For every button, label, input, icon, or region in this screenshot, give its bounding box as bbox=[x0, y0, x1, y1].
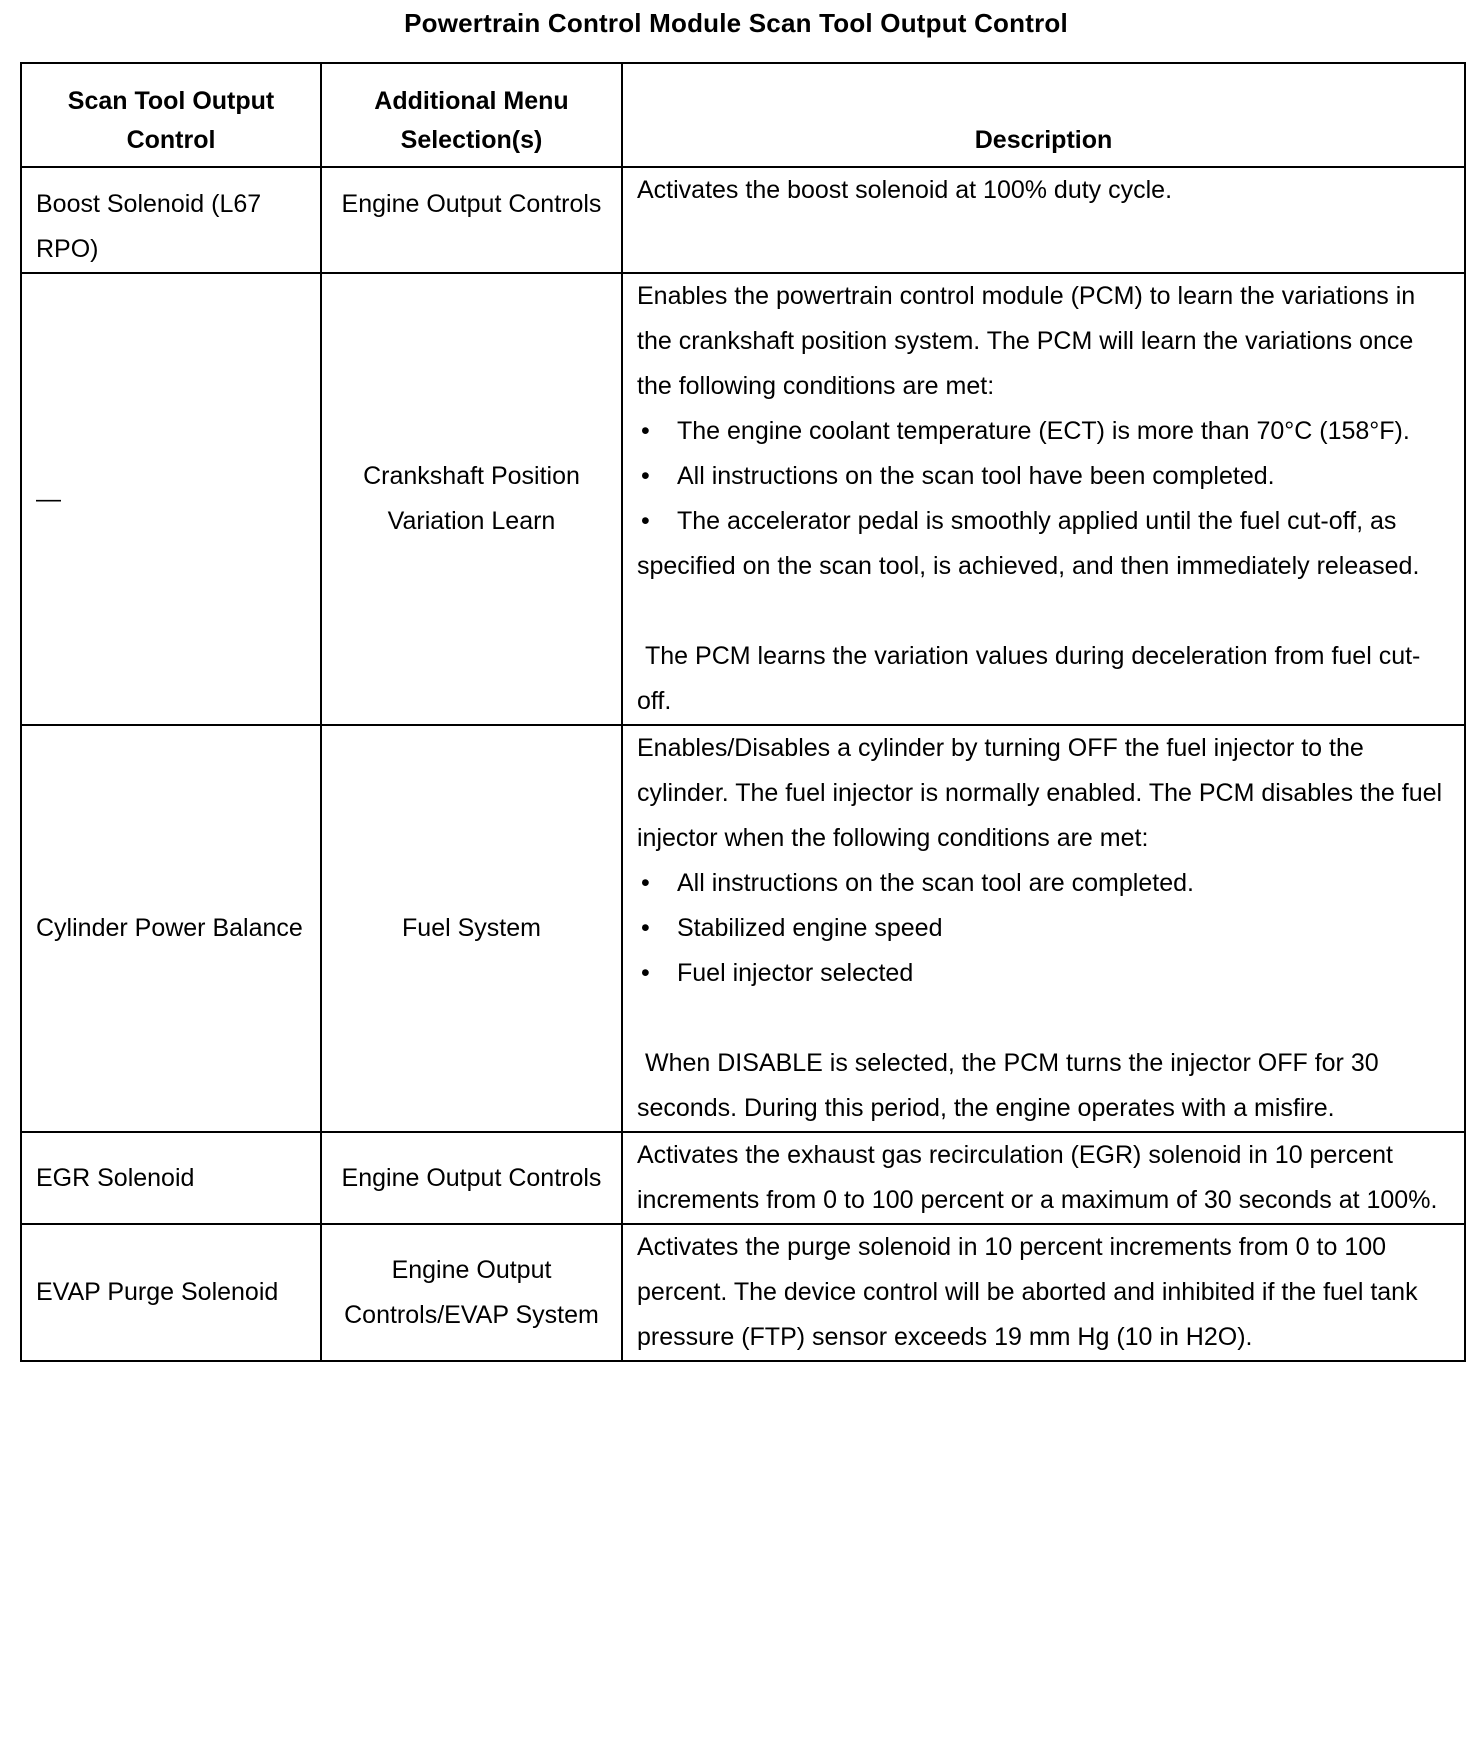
bullet-icon: • bbox=[641, 959, 650, 987]
list-item-text: The engine coolant temperature (ECT) is more than 70°C (158°F). bbox=[677, 417, 1410, 445]
bullet-icon: • bbox=[641, 417, 650, 445]
bullet-icon: • bbox=[641, 507, 650, 535]
header-description-label: Description bbox=[974, 126, 1113, 154]
menu-cell bbox=[321, 1224, 622, 1361]
header-additional-menu-selections: Additional Menu Selection(s) bbox=[321, 63, 622, 167]
menu-selection: Engine Output Controls bbox=[341, 1163, 602, 1192]
list-item bbox=[637, 906, 1450, 951]
output-control-table bbox=[20, 62, 1466, 1362]
description-note: When DISABLE is selected, the PCM turns the injector OFF for 30 seconds. During this period, the engine operates with a misfire. bbox=[637, 1049, 1379, 1122]
bullet-icon: • bbox=[641, 914, 650, 942]
page-title: Powertrain Control Module Scan Tool Output Control bbox=[404, 8, 1068, 38]
description-cell bbox=[622, 1224, 1465, 1361]
control-name: Boost Solenoid (L67 RPO) bbox=[36, 190, 262, 263]
list-item bbox=[637, 409, 1450, 454]
list-item bbox=[637, 951, 1450, 996]
control-cell bbox=[21, 167, 321, 273]
control-name: EVAP Purge Solenoid bbox=[36, 1278, 279, 1306]
list-item-text: Stabilized engine speed bbox=[677, 914, 943, 942]
description-text: Enables/Disables a cylinder by turning OFF the fuel injector to the cylinder. The fuel injector is normally enabled. The PCM disables the fuel injector when the following conditions are met: bbox=[637, 734, 1443, 852]
description-text: Activates the purge solenoid in 10 percent increments from 0 to 100 percent. The device control will be aborted and inhibited if the fuel tank pressure (FTP) sensor exceeds 19 mm Hg (10 in H2O). bbox=[637, 1233, 1418, 1351]
description-cell bbox=[622, 725, 1465, 1132]
menu-cell bbox=[321, 725, 622, 1132]
control-name: EGR Solenoid bbox=[36, 1163, 195, 1192]
table-row bbox=[21, 273, 1465, 725]
table-header-row bbox=[21, 63, 1465, 167]
control-cell bbox=[21, 1132, 321, 1224]
table-row bbox=[21, 1224, 1465, 1361]
list-item bbox=[637, 454, 1450, 499]
menu-cell bbox=[321, 1132, 622, 1224]
header-description bbox=[622, 63, 1465, 167]
list-item-text: Fuel injector selected bbox=[677, 959, 914, 987]
description-cell bbox=[622, 167, 1465, 273]
control-cell bbox=[21, 725, 321, 1132]
menu-cell bbox=[321, 273, 622, 725]
description-cell bbox=[622, 1132, 1465, 1224]
bullet-icon: • bbox=[641, 869, 650, 897]
menu-selection: Engine Output Controls bbox=[341, 190, 602, 218]
description-text: Enables the powertrain control module (PCM) to learn the variations in the crankshaft position system. The PCM will learn the variations once the following conditions are met: bbox=[637, 282, 1416, 400]
description-note: The PCM learns the variation values during deceleration from fuel cut-off. bbox=[637, 642, 1421, 715]
list-item-text: All instructions on the scan tool are completed. bbox=[677, 869, 1194, 897]
table-row bbox=[21, 725, 1465, 1132]
control-name: — bbox=[36, 484, 61, 513]
table-row bbox=[21, 1132, 1465, 1224]
list-item bbox=[637, 861, 1450, 906]
list-item-text: All instructions on the scan tool have been completed. bbox=[677, 462, 1275, 490]
spacer bbox=[637, 996, 1450, 1041]
table-row bbox=[21, 167, 1465, 273]
bullet-icon: • bbox=[641, 462, 650, 490]
control-cell bbox=[21, 1224, 321, 1361]
spacer bbox=[637, 589, 1450, 634]
menu-selection: Engine Output Controls/EVAP System bbox=[344, 1255, 599, 1329]
header-scan-tool-output-control: Scan Tool Output Control bbox=[21, 63, 321, 167]
list-item bbox=[637, 499, 1450, 589]
description-text: Activates the exhaust gas recirculation (EGR) solenoid in 10 percent increments from 0 to 100 percent or a maximum of 30 seconds at 100%. bbox=[637, 1141, 1438, 1214]
menu-selection: Fuel System bbox=[402, 914, 541, 942]
control-cell bbox=[21, 273, 321, 725]
description-text: Activates the boost solenoid at 100% duty cycle. bbox=[637, 176, 1173, 204]
menu-selection: Crankshaft Position Variation Learn bbox=[363, 462, 580, 535]
description-cell bbox=[622, 273, 1465, 725]
control-name: Cylinder Power Balance bbox=[36, 914, 303, 942]
menu-cell bbox=[321, 167, 622, 273]
list-item-text: The accelerator pedal is smoothly applied until the fuel cut-off, as specified on the scan tool, is achieved, and then immediately released. bbox=[637, 507, 1420, 580]
